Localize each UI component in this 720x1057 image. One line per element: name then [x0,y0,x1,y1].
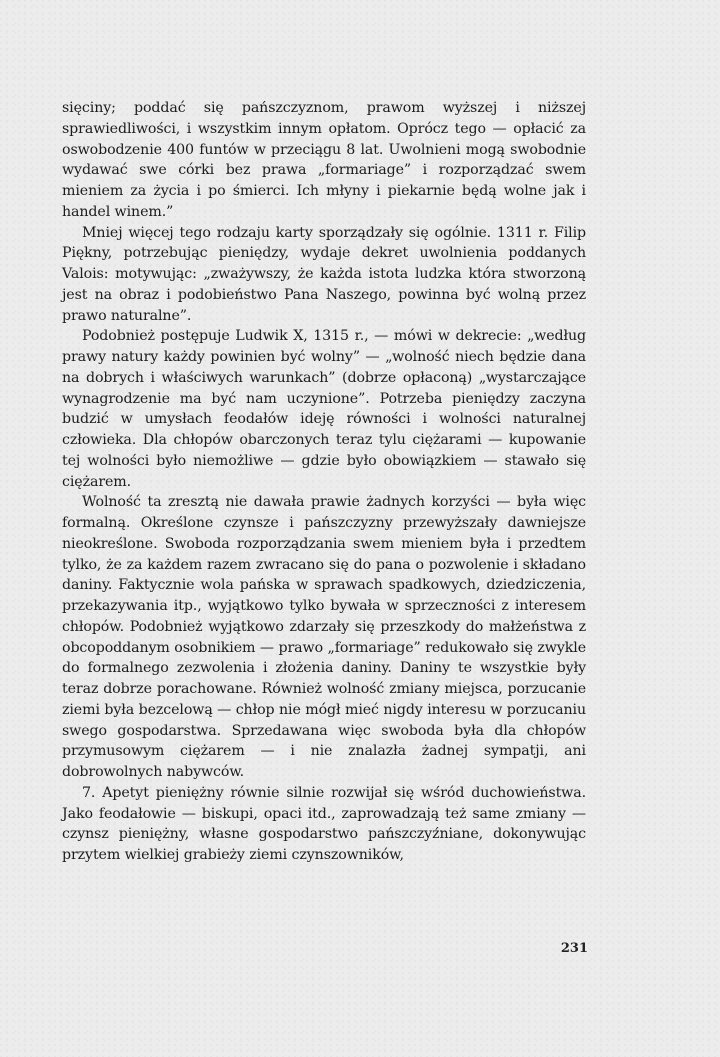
paragraph-5: 7. Apetyt pieniężny równie silnie rozwijał się wśród duchowieństwa. Jako feodałowie — biskupi, opaci itd., zaprowadzają też same zmiany — czynsz pieniężny, własne gospodarstwo pańszczyźniane, dokonywując przytem wielkiej grabieży ziemi czynszowników, [62,784,586,863]
page-body-text [62,98,586,866]
paragraph-4: Wolność ta zresztą nie dawała prawie żadnych korzyści — była więc formalną. Określone czynsze i pańszczyzny przewyższały dawniejsze nieokreślone. Swoboda rozporządzania swem mieniem była i przedtem tylko, że za każdem razem zwracano się do pana o pozwolenie i składano daniny. Faktycznie wola pańska w sprawach spadkowych, dziedziczenia, przekazywania itp., wyjątkowo tylko bywała w sprzeczności z interesem chłopów. Podobnież wyjątkowo zdarzały się przeszkody do małżeństwa z obcopoddanym osobnikiem — prawo „formariage” redukowało się zwykle do formalnego zezwolenia i złożenia daniny. Daniny te wszystkie były teraz dobrze porachowane. Również wolność zmiany miejsca, porzucanie ziemi była bezcelową — chłop nie mógł mieć nigdy interesu w porzucaniu swego gospodarstwa. Sprzedawana więc swoboda była dla chłopów przymusowym ciężarem — i nie znalazła żadnej sympatji, ani dobrowolnych nabywców. [62,494,586,780]
page-number: 231 [560,941,588,956]
paragraph-2: Mniej więcej tego rodzaju karty sporządzały się ogólnie. 1311 r. Filip Piękny, potrzebując pieniędzy, wydaje dekret uwolnienia poddanych Valois: motywując: „zważywszy, że każda istota ludzka która stworzoną jest na obraz i podobieństwo Pana Naszego, powinna być wolną przez prawo naturalne”. [62,224,586,324]
paragraph-1: sięciny; poddać się pańszczyznom, prawom wyższej i niższej sprawiedliwości, i wszystkim innym opłatom. Oprócz tego — opłacić za oswobodzenie 400 funtów w przeciągu 8 lat. Uwolnieni mogą swobodnie wydawać swe córki bez prawa „formariage” i rozporządzać swem mieniem za życia i po śmierci. Ich młyny i piekarnie będą wolne jak i handel winem.” [62,100,586,220]
paragraph-3: Podobnież postępuje Ludwik X, 1315 r., — mówi w dekrecie: „według prawy natury każdy powinien być wolny” — „wolność niech będzie dana na dobrych i właściwych warunkach” (dobrze opłaconą) „wystarczające wynagrodzenie ma być nam uczynione”. Potrzeba pieniędzy zaczyna budzić w umysłach feodałów ideję równości i wolności naturalnej człowieka. Dla chłopów obarczonych teraz tylu ciężarami — kupowanie tej wolności było niemożliwe — gdzie było obowiązkiem — stawało się ciężarem. [62,328,586,490]
